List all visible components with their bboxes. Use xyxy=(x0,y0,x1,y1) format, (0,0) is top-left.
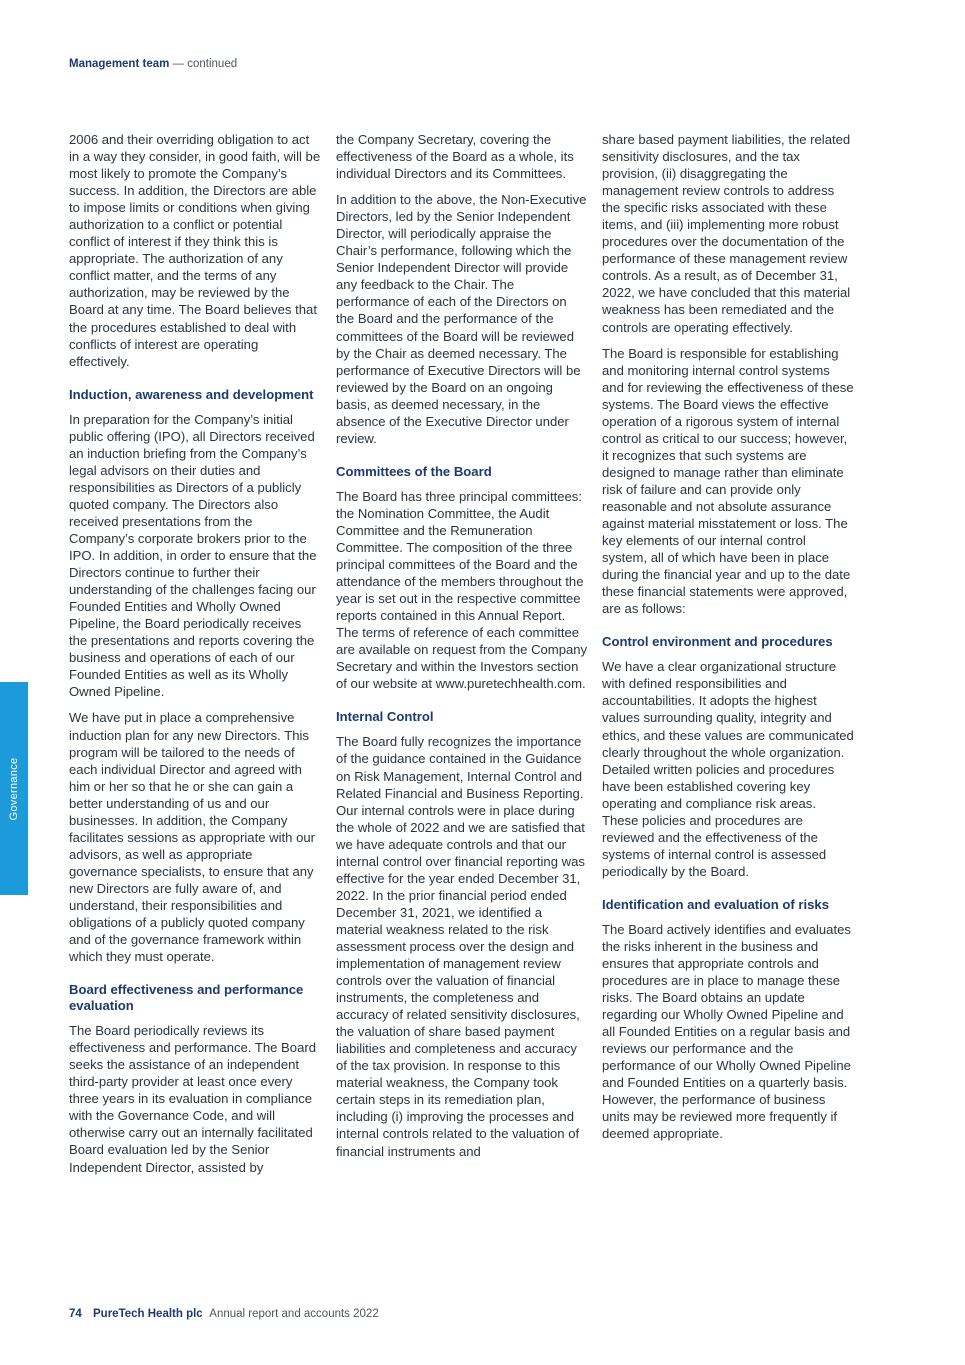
page-number: 74 xyxy=(69,1308,82,1320)
paragraph: The Board fully recognizes the importance of the guidance contained in the Guidance on Risk Management, Internal Control and Related Financial and Business Reporting. Our internal controls were in place during the whole of 2022 and we are satisfied that we have adequate controls and that our internal control over financial reporting was effective for the year ended December 31, 2022. In the prior financial period ended December 31, 2021, we identified a material weakness related to the risk assessment process over the design and implementation of management review controls over the valuation of financial instruments, the completeness and accuracy of related sensitivity disclosures, the valuation of share based payment liabilities and completeness and accuracy of the tax provision. In response to this material weakness, the Company took certain steps in its remediation plan, including (i) improving the processes and internal controls related to the valuation of financial instruments and xyxy=(336,734,585,1159)
paragraph: 2006 and their overriding obligation to act in a way they consider, in good faith, will be most likely to promote the Company’s success. In addition, the Directors are able to impose limits or conditions when giving authorization to a conflict or potential conflict of interest if they think this is appropriate. The authorization of any conflict matter, and the terms of any authorization, may be reviewed by the Board at any time. The Board believes that the procedures established to deal with conflicts of interest are operating effectively. xyxy=(69,132,321,369)
company-name: PureTech Health plc xyxy=(93,1308,203,1320)
paragraph: In addition to the above, the Non-Executive Directors, led by the Senior Independent Director, will periodically appraise the Chair’s performance, following which the Senior Independent Director will provide any feedback to the Chair. The performance of each of the Directors on the Board and the performance of the committees of the Board will be reviewed by the Chair as deemed necessary. The performance of Executive Directors will be reviewed by the Board on an ongoing basis, as deemed necessary, in the absence of the Executive Director under review. xyxy=(336,192,587,446)
paragraph: The Board has three principal committees: the Nomination Committee, the Audit Committee and the Remuneration Committee. The composition of the three principal committees of the Board and the attendance of the members throughout the year is set out in the respective committee reports contained in this Annual Report. The terms of reference of each committee are available on request from the Company Secretary and within the Investors section of our website at www.puretechhealth.com. xyxy=(336,488,588,692)
subheading: Board effectiveness and performance evaluation xyxy=(69,982,304,1014)
subheading: Committees of the Board xyxy=(336,463,492,479)
paragraph: The Board is responsible for establishing and monitoring internal control systems and for reviewing the effectiveness of these systems. The Board views the effective operation of a rigorous system of internal control as critical to our success; however, it recognizes that such systems are designed to manage rather than eliminate risk of failure and can provide only reasonable and not absolute assurance against material misstatement or loss. The key elements of our internal control system, all of which have been in place during the financial year and up to the date these financial statements were approved, are as follows: xyxy=(602,345,854,617)
continued-label: — continued xyxy=(172,58,238,70)
paragraph: the Company Secretary, covering the effectiveness of the Board as a whole, its individual Directors and its Committees. xyxy=(336,132,574,182)
subheading: Control environment and procedures xyxy=(602,634,833,650)
subheading: Internal Control xyxy=(336,709,434,725)
paragraph: We have a clear organizational structure with defined responsibilities and accountabilities. It adopts the highest values surrounding quality, integrity and ethics, and these values are communicated clearly throughout the whole organization. Detailed written policies and procedures have been established covering key operating and compliance risk areas. These policies and procedures are reviewed and the effectiveness of the systems of internal control is assessed periodically by the Board. xyxy=(602,659,854,879)
subheading: Identification and evaluation of risks xyxy=(602,896,829,912)
section-title: Management team xyxy=(69,58,170,70)
subheading: Induction, awareness and development xyxy=(69,386,314,402)
page-footer xyxy=(69,1308,379,1320)
text-column-3 xyxy=(602,131,854,1152)
text-column-1 xyxy=(69,131,321,1185)
running-header xyxy=(69,58,237,70)
side-tab-label: Governance xyxy=(8,757,20,820)
section-side-tab xyxy=(0,682,28,895)
text-column-2 xyxy=(336,131,588,1169)
paragraph: In preparation for the Company’s initial public offering (IPO), all Directors received an induction briefing from the Company’s legal advisors on their duties and responsibilities as Directors of a publicly quoted company. The Directors also received presentations from the Company’s corporate brokers prior to the IPO. In addition, in order to ensure that the Directors continue to further their understanding of the challenges facing our Founded Entities and Wholly Owned Pipeline, the Board periodically receives the presentations and reports covering the business and operations of each of our Founded Entities as well as its Wholly Owned Pipeline. xyxy=(69,411,317,700)
paragraph: The Board periodically reviews its effectiveness and performance. The Board seeks the assistance of an independent third-party provider at least once every three years in its evaluation in compliance with the Governance Code, and will otherwise carry out an internally facilitated Board evaluation led by the Senior Independent Director, assisted by xyxy=(69,1023,316,1175)
paragraph: The Board actively identifies and evaluates the risks inherent in the business and ensures that appropriate controls and procedures are in place to manage these risks. The Board obtains an update regarding our Wholly Owned Pipeline and all Founded Entities on a regular basis and reviews our performance and the performance of our Wholly Owned Pipeline and Founded Entities on a quarterly basis. However, the performance of business units may be reviewed more frequently if deemed appropriate. xyxy=(602,921,851,1142)
paragraph: share based payment liabilities, the related sensitivity disclosures, and the tax provision, (ii) disaggregating the management review controls to address the specific risks associated with these items, and (iii) implementing more robust procedures over the documentation of the performance of these management review controls. As a result, as of December 31, 2022, we have concluded that this material weakness has been remediated and the controls are operating effectively. xyxy=(602,132,851,335)
report-title: Annual report and accounts 2022 xyxy=(209,1308,379,1320)
paragraph: We have put in place a comprehensive induction plan for any new Directors. This program will be tailored to the needs of each individual Director and agreed with him or her so that he or she can gain a better understanding of us and our businesses. In addition, the Company facilitates sessions as appropriate with our advisors, as well as appropriate governance specialists, to ensure that any new Directors are fully aware of, and understand, their responsibilities and obligations of a publicly quoted company and of the governance framework within which they must operate. xyxy=(69,710,315,965)
